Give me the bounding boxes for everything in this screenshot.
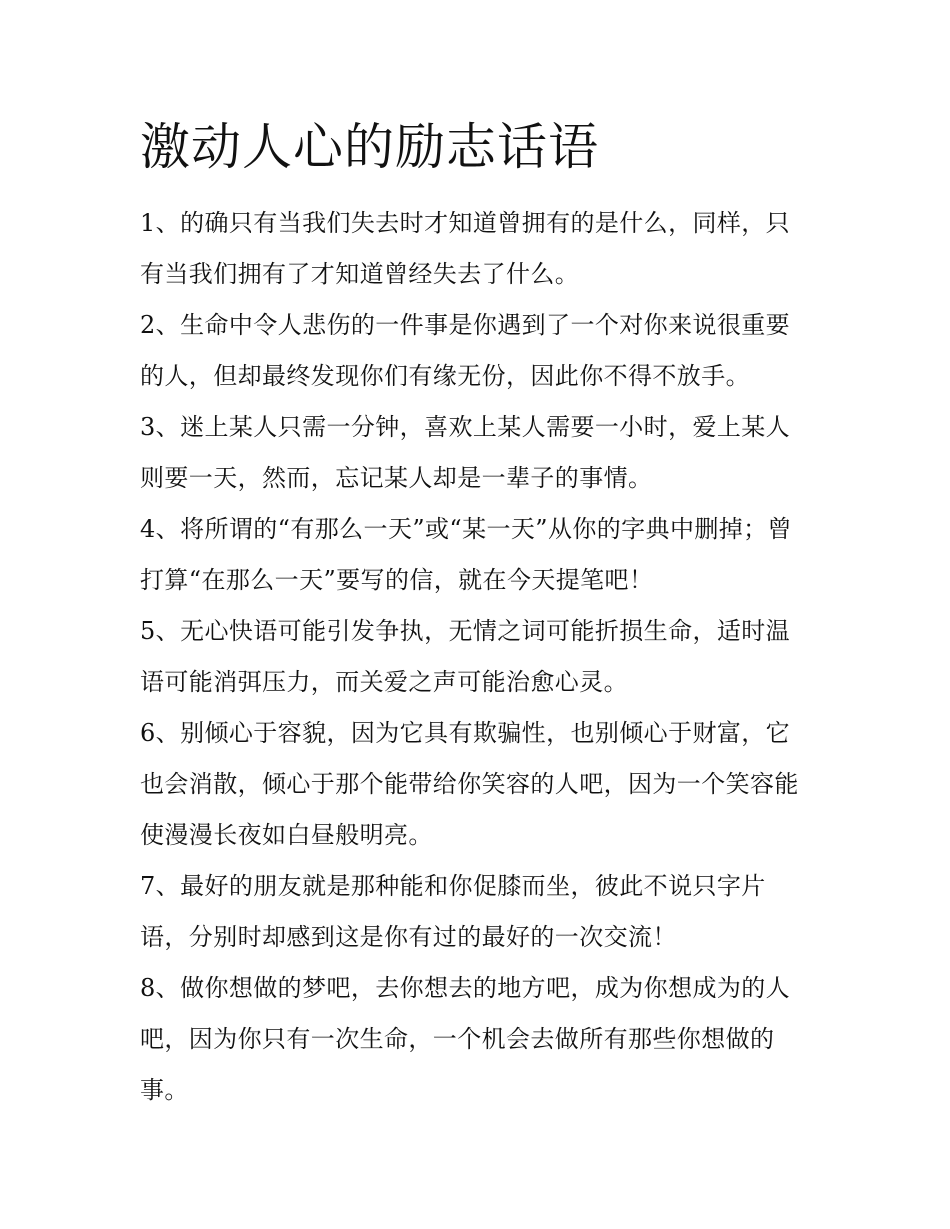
quote-text-line: 的人，但却最终发现你们有缘无份，因此你不得不放手。 (140, 362, 750, 390)
quote-item-5 (140, 606, 812, 708)
quote-item-6 (140, 708, 812, 861)
quote-item-2 (140, 300, 812, 402)
quote-text-line: 吧，因为你只有一次生命，一个机会去做所有那些你想做的 (140, 1025, 775, 1053)
quote-text-line: 6、别倾心于容貌，因为它具有欺骗性，也别倾心于财富，它 (140, 719, 791, 747)
quote-text-line: 使漫漫长夜如白昼般明亮。 (140, 821, 433, 849)
quote-text-line: 打算“在那么一天”要写的信，就在今天提笔吧！ (140, 566, 654, 594)
quote-text-line: 3、迷上某人只需一分钟，喜欢上某人需要一小时，爱上某人 (140, 413, 791, 441)
quote-item-4 (140, 504, 812, 606)
quote-text-line: 有当我们拥有了才知道曾经失去了什么。 (140, 260, 580, 288)
quote-text-line: 8、做你想做的梦吧，去你想去的地方吧，成为你想成为的人 (140, 974, 791, 1002)
quote-item-7 (140, 861, 812, 963)
quote-text-line: 则要一天，然而，忘记某人却是一辈子的事情。 (140, 464, 653, 492)
quote-list (140, 198, 812, 1116)
quote-text-line: 7、最好的朋友就是那种能和你促膝而坐，彼此不说只字片 (140, 872, 766, 900)
quote-text-line: 1、的确只有当我们失去时才知道曾拥有的是什么，同样，只 (140, 209, 791, 237)
quote-text-line: 2、生命中令人悲伤的一件事是你遇到了一个对你来说很重要 (140, 311, 791, 339)
quote-item-8 (140, 963, 812, 1116)
quote-text-line: 事。 (140, 1076, 189, 1104)
quote-text-line: 也会消散，倾心于那个能带给你笑容的人吧，因为一个笑容能 (140, 770, 799, 798)
quote-text-line: 4、将所谓的“有那么一天”或“某一天”从你的字典中删掉；曾 (140, 515, 792, 543)
quote-text-line: 语，分别时却感到这是你有过的最好的一次交流！ (140, 923, 677, 951)
page-title: 激动人心的励志话语 (140, 118, 599, 176)
quote-item-1 (140, 198, 812, 300)
quote-text-line: 5、无心快语可能引发争执，无情之词可能折损生命，适时温 (140, 617, 791, 645)
quote-item-3 (140, 402, 812, 504)
quote-text-line: 语可能消弭压力，而关爱之声可能治愈心灵。 (140, 668, 628, 696)
